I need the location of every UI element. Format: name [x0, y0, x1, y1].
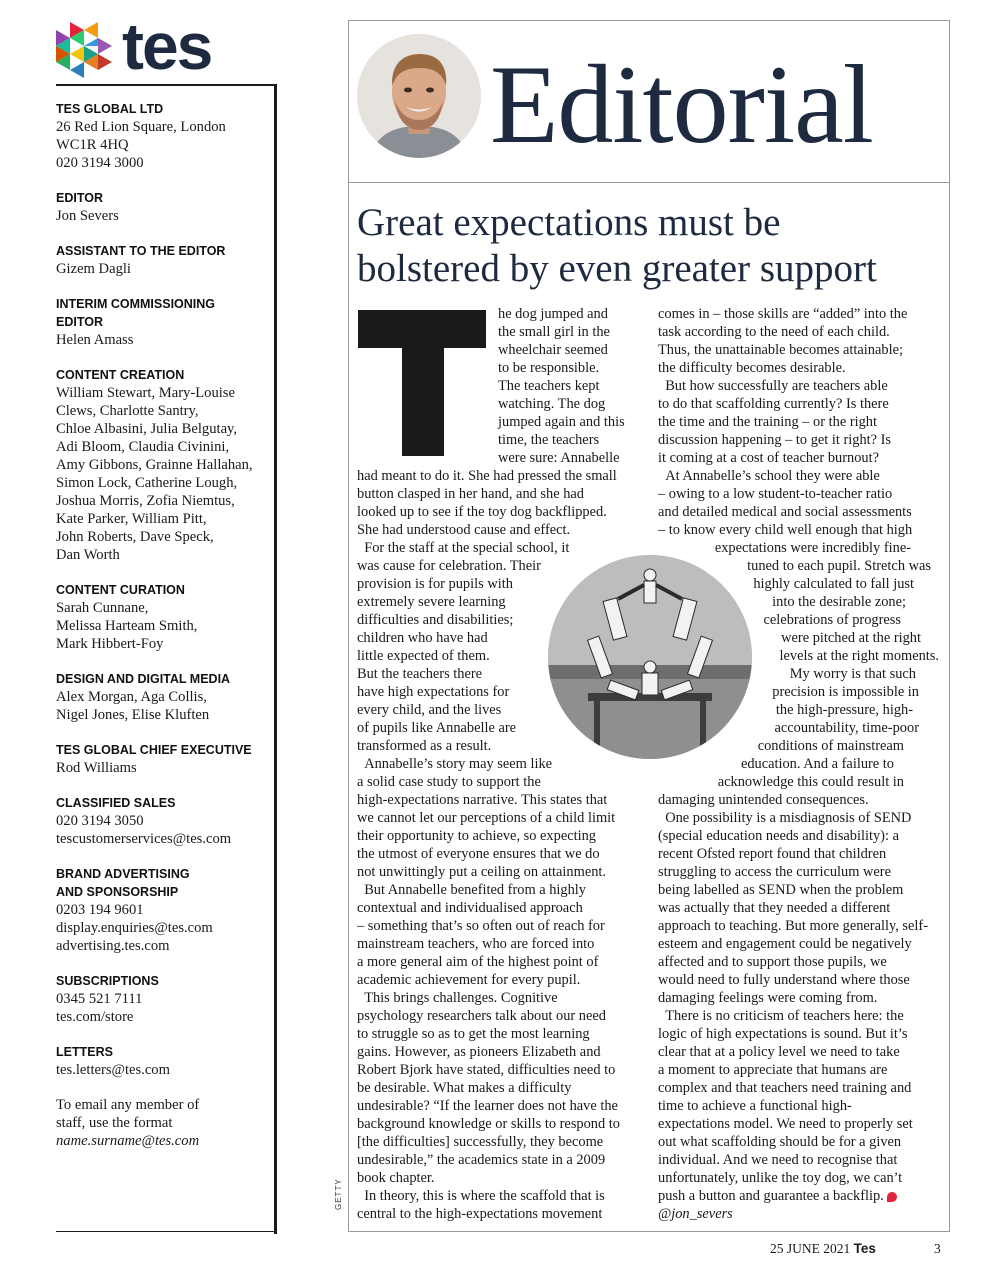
address-line: 26 Red Lion Square, London	[56, 119, 226, 135]
body-line: – to know every child well enough that high	[658, 522, 913, 538]
email-link[interactable]: tescustomerservices@tes.com	[56, 831, 232, 847]
body-line: the utmost of everyone ensures that we do	[357, 846, 600, 862]
masthead-email-note	[56, 1096, 274, 1150]
staff-names: Joshua Morris, Zofia Niemtus,	[56, 493, 235, 509]
body-line: children who have had	[357, 630, 488, 646]
body-line: Robert Bjork have stated, difficulties need to	[357, 1062, 616, 1078]
body-line: jumped again and this	[498, 414, 625, 430]
email-link[interactable]: display.enquiries@tes.com	[56, 920, 213, 936]
body-line: – something that’s so often out of reach for	[357, 918, 605, 934]
staff-names: Chloe Albasini, Julia Belgutay,	[56, 421, 238, 437]
body-line: wheelchair seemed	[498, 342, 608, 358]
body-line: little expected of them.	[357, 648, 490, 664]
body-line: being labelled as SEND when the problem	[658, 882, 904, 898]
body-line: the time and the training – or the right	[658, 414, 878, 430]
staff-names: Sarah Cunnane,	[56, 600, 149, 616]
masthead-label: CONTENT CREATION	[56, 368, 185, 382]
masthead-label: AND SPONSORSHIP	[56, 885, 179, 899]
body-line: a more general aim of the highest point of	[357, 954, 599, 970]
masthead-label: DESIGN AND DIGITAL MEDIA	[56, 672, 231, 686]
phone-line: 020 3194 3050	[56, 813, 144, 829]
body-line: was cause for celebration. Their	[357, 558, 541, 574]
website-link[interactable]: tes.com/store	[56, 1009, 134, 1025]
note-line: staff, use the format	[56, 1115, 173, 1131]
masthead-label: EDITOR	[56, 191, 103, 205]
body-line: time to achieve a functional high-	[658, 1098, 852, 1114]
body-line: There is no criticism of teachers here: the	[658, 1008, 904, 1024]
body-line: – owing to a low student-to-teacher ratio	[658, 486, 893, 502]
body-line: individual. And we need to recognise that	[658, 1152, 898, 1168]
masthead-brand	[56, 865, 274, 955]
body-line: esteem and engagement could be negatively	[658, 936, 912, 952]
body-line: were pitched at the right	[781, 630, 921, 646]
body-line: mainstream teachers, who are forced into	[357, 936, 595, 952]
last-line-with-end-mark	[658, 1187, 928, 1205]
body-line: celebrations of progress	[763, 612, 901, 628]
staff-name: Rod Williams	[56, 760, 137, 776]
body-line: precision is impossible in	[772, 684, 919, 700]
staff-names: Kate Parker, William Pitt,	[56, 511, 207, 527]
phone-line: 020 3194 3000	[56, 155, 144, 171]
masthead-content-creation	[56, 366, 274, 564]
section-title: Editorial	[490, 43, 873, 167]
postcode-line: WC1R 4HQ	[56, 137, 129, 153]
body-line: background knowledge or skills to respond to	[357, 1116, 620, 1132]
body-line: For the staff at the special school, it	[357, 540, 570, 556]
body-line: approach to teaching. But more generally, self-	[658, 918, 928, 934]
body-line: book chapter.	[357, 1170, 435, 1186]
body-line: every child, and the lives	[357, 702, 502, 718]
masthead-assistant	[56, 242, 274, 278]
body-line: was actually that they needed a different	[658, 900, 891, 916]
logo-wordmark: tes	[122, 9, 212, 83]
body-line: education. And a failure to	[740, 756, 894, 772]
masthead-label: TES GLOBAL LTD	[56, 102, 164, 116]
author-byline[interactable]: @jon_severs	[658, 1206, 733, 1222]
staff-name: Helen Amass	[56, 332, 134, 348]
masthead-content-curation	[56, 581, 274, 653]
masthead-company	[56, 100, 274, 172]
masthead-label: ASSISTANT TO THE EDITOR	[56, 244, 226, 258]
body-line: central to the high-expectations movement	[357, 1206, 603, 1222]
body-line: comes in – those skills are “added” into the	[658, 306, 908, 322]
photo-credit: GETTY	[334, 1178, 343, 1210]
masthead-label: INTERIM COMMISSIONING	[56, 297, 216, 311]
body-line: the small girl in the	[498, 324, 610, 340]
masthead-design	[56, 670, 274, 724]
header-divider	[348, 182, 949, 183]
portrait-photo	[357, 34, 481, 158]
body-line: high-expectations narrative. This states that	[357, 792, 608, 808]
masthead-label: CONTENT CURATION	[56, 583, 185, 597]
body-line: gains. However, as pioneers Elizabeth and	[357, 1044, 601, 1060]
body-line: One possibility is a misdiagnosis of SEND	[658, 810, 912, 826]
masthead-label: TES GLOBAL CHIEF EXECUTIVE	[56, 743, 252, 757]
masthead-bottom-rule	[56, 1231, 274, 1232]
body-line: But Annabelle benefited from a highly	[357, 882, 586, 898]
body-line: acknowledge this could result in	[717, 774, 904, 790]
body-line: contextual and individualised approach	[357, 900, 583, 916]
masthead-editor	[56, 189, 274, 225]
body-line: extremely severe learning	[357, 594, 506, 610]
note-line: To email any member of	[56, 1097, 200, 1113]
body-line: damaging unintended consequences.	[658, 792, 869, 808]
body-line: have high expectations for	[357, 684, 510, 700]
column-2-bottom	[658, 791, 928, 1223]
body-line: At Annabelle’s school they were able	[658, 468, 880, 484]
staff-names: Melissa Harteam Smith,	[56, 618, 198, 634]
body-line: a moment to appreciate that humans are	[658, 1062, 888, 1078]
body-line: expectations model. We need to properly set	[658, 1116, 913, 1132]
body-line: it coming at a cost of teacher burnout?	[658, 450, 879, 466]
body-line: not unwittingly put a ceiling on attainment.	[357, 864, 606, 880]
body-line: would need to fully understand where those	[658, 972, 910, 988]
masthead-label: BRAND ADVERTISING	[56, 867, 190, 881]
staff-names: Nigel Jones, Elise Kluften	[56, 707, 210, 723]
body-line: tuned to each pupil. Stretch was	[747, 558, 931, 574]
body-line: clear that at a policy level we need to take	[658, 1044, 900, 1060]
body-line: a solid case study to support the	[357, 774, 541, 790]
body-line: provision is for pupils with	[357, 576, 513, 592]
body-line: button clasped in her hand, and she had	[357, 486, 584, 502]
staff-names: Amy Gibbons, Grainne Hallahan,	[56, 457, 253, 473]
body-line: watching. The dog	[498, 396, 606, 412]
body-line: into the desirable zone;	[772, 594, 906, 610]
body-line: the high-pressure, high-	[775, 702, 913, 718]
editor-portrait	[357, 34, 481, 158]
masthead-staff-list	[56, 84, 277, 1234]
drop-cap-glyph	[358, 310, 488, 460]
masthead-chief-exec	[56, 741, 274, 777]
body-line: to struggle so as to get the most learning	[357, 1026, 590, 1042]
masthead-label: LETTERS	[56, 1045, 113, 1059]
body-line: to do that scaffolding currently? Is there	[658, 396, 889, 412]
phone-line: 0203 194 9601	[56, 902, 144, 918]
body-line: levels at the right moments.	[779, 648, 939, 664]
phone-line: 0345 521 7111	[56, 991, 143, 1007]
body-line: Annabelle’s story may seem like	[357, 756, 553, 772]
headline-line: Great expectations must be	[357, 201, 781, 244]
staff-name: Gizem Dagli	[56, 261, 131, 277]
body-line: (special education needs and disability): a	[658, 828, 899, 844]
masthead-label: SUBSCRIPTIONS	[56, 974, 159, 988]
body-line: their opportunity to achieve, so expecting	[357, 828, 596, 844]
body-line: to be responsible.	[498, 360, 600, 376]
page-number: 3	[934, 1241, 941, 1256]
body-line: had meant to do it. She had pressed the small	[357, 468, 617, 484]
masthead-label: EDITOR	[56, 315, 103, 329]
masthead-commissioning	[56, 295, 274, 349]
tes-logo[interactable]	[56, 9, 236, 83]
body-line: expectations were incredibly fine-	[714, 540, 911, 556]
body-line: [the difficulties] successfully, they become	[357, 1134, 604, 1150]
body-line: psychology researchers talk about our need	[357, 1008, 606, 1024]
staff-names: Mark Hibbert-Foy	[56, 636, 164, 652]
body-line: undesirable? “If the learner does not have the	[357, 1098, 618, 1114]
body-line: conditions of mainstream	[757, 738, 904, 754]
masthead-subscriptions	[56, 972, 274, 1026]
body-line: be desirable. What makes a difficulty	[357, 1080, 572, 1096]
body-line: recent Ofsted report found that children	[658, 846, 887, 862]
body-line: unfortunately, unlike the toy dog, we can’t	[658, 1170, 903, 1186]
body-line: the difficulty becomes desirable.	[658, 360, 846, 376]
body-line: Thus, the unattainable becomes attainable;	[658, 342, 903, 358]
staff-names: Clews, Charlotte Santry,	[56, 403, 199, 419]
body-line: But how successfully are teachers able	[658, 378, 888, 394]
body-line: In theory, this is where the scaffold that is	[357, 1188, 605, 1204]
email-format: name.surname@tes.com	[56, 1133, 200, 1149]
column-2-wrap	[658, 539, 941, 791]
body-line: transformed as a result.	[357, 738, 492, 754]
end-mark-icon	[887, 1192, 897, 1202]
body-line: push a button and guarantee a backflip.	[658, 1188, 884, 1204]
masthead-classified	[56, 794, 274, 848]
drop-cap	[358, 310, 488, 460]
staff-names: Simon Lock, Catherine Lough,	[56, 475, 238, 491]
body-line: of pupils like Annabelle are	[357, 720, 517, 736]
body-line: The teachers kept	[498, 378, 600, 394]
body-line: time, the teachers	[498, 432, 600, 448]
staff-names: John Roberts, Dave Speck,	[56, 529, 214, 545]
body-line: and detailed medical and social assessments	[658, 504, 912, 520]
body-line: accountability, time-poor	[774, 720, 919, 736]
body-line: discussion happening – to get it right? Is	[658, 432, 892, 448]
staff-name: Jon Severs	[56, 208, 119, 224]
body-line: struggling to access the curriculum were	[658, 864, 891, 880]
body-line: undesirable,” the academics state in a 2009	[357, 1152, 606, 1168]
body-line: She had understood cause and effect.	[357, 522, 571, 538]
body-line: complex and that teachers need training and	[658, 1080, 912, 1096]
issue-date: 25 JUNE 2021	[770, 1241, 851, 1256]
headline-line: bolstered by even greater support	[357, 247, 877, 290]
logo-mosaic-icon	[56, 22, 116, 78]
column-1-intro	[498, 305, 625, 467]
body-line: damaging feelings were coming from.	[658, 990, 878, 1006]
article-headline	[357, 200, 947, 292]
masthead-letters	[56, 1043, 274, 1079]
body-line: academic achievement for every pupil.	[357, 972, 581, 988]
body-line: were sure: Annabelle	[498, 450, 620, 466]
body-line: difficulties and disabilities;	[357, 612, 514, 628]
page-footer	[770, 1240, 876, 1258]
body-line: out what scaffolding should be for a given	[658, 1134, 902, 1150]
column-1-body-a	[357, 467, 620, 1223]
masthead-label: CLASSIFIED SALES	[56, 796, 176, 810]
body-line: My worry is that such	[789, 666, 916, 682]
body-line: logic of high expectations is sound. But it’s	[658, 1026, 908, 1042]
body-line: affected and to support those pupils, we	[658, 954, 887, 970]
body-line: This brings challenges. Cognitive	[357, 990, 558, 1006]
email-link[interactable]: tes.letters@tes.com	[56, 1062, 170, 1078]
staff-names: Dan Worth	[56, 547, 120, 563]
staff-names: William Stewart, Mary-Louise	[56, 385, 235, 401]
magazine-name: Tes	[853, 1241, 876, 1256]
body-line: he dog jumped and	[498, 306, 608, 322]
website-link[interactable]: advertising.tes.com	[56, 938, 170, 954]
staff-names: Alex Morgan, Aga Collis,	[56, 689, 207, 705]
body-line: looked up to see if the toy dog backflipped.	[357, 504, 607, 520]
column-2-top	[658, 305, 912, 539]
body-line: But the teachers there	[357, 666, 483, 682]
staff-names: Adi Bloom, Claudia Civinini,	[56, 439, 230, 455]
body-line: highly calculated to fall just	[753, 576, 914, 592]
body-line: we cannot let our perceptions of a child limit	[357, 810, 616, 826]
body-line: task according to the need of each child.	[658, 324, 890, 340]
